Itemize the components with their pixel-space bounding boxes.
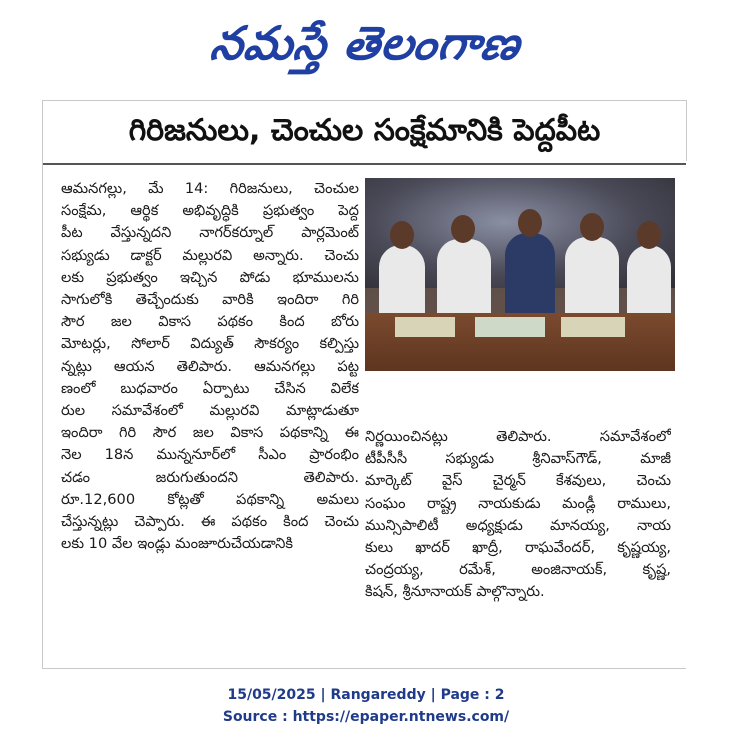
article-text-line: సంఘం రాష్ట్ర నాయకుడు మండ్లీ రాములు, bbox=[365, 494, 671, 512]
article-text-line: సౌర జల వికాస పథకం కింద బోరు bbox=[61, 313, 359, 331]
headline-divider bbox=[43, 163, 686, 165]
article-text-line: కులు ఖాదర్ ఖాద్రీ, రాఘవేందర్, కృష్ణయ్య, bbox=[365, 539, 671, 557]
article-text-line: చడం జరుగుతుందని తెలిపారు. bbox=[61, 468, 359, 486]
article-text-line: న్నట్లు ఆయన తెలిపారు. ఆమనగల్లు పట్ట bbox=[61, 357, 359, 375]
article-text-line: మోటర్లు, సోలార్ విద్యుత్ సౌకర్యం కల్పిస్తు bbox=[61, 335, 359, 353]
photo-person bbox=[379, 245, 425, 319]
footer-meta-line: 15/05/2025 | Rangareddy | Page : 2 bbox=[227, 687, 505, 703]
article-text-line: ణంలో బుధవారం ఏర్పాటు చేసిన విలేక bbox=[61, 379, 359, 397]
page-footer bbox=[0, 684, 732, 728]
photo-poster bbox=[475, 317, 545, 337]
photo-person-head bbox=[518, 209, 542, 237]
masthead-title: నమస్తే తెలంగాణ bbox=[207, 16, 525, 70]
photo-person bbox=[437, 239, 491, 319]
article-text-line: మున్సిపాలిటీ అధ్యక్షుడు మానయ్య, నాయ bbox=[365, 516, 671, 534]
article-text-line: సభ్యుడు డాక్టర్ మల్లురవి అన్నారు. చెంచు bbox=[61, 246, 359, 264]
article-text-line: పీట వేస్తున్నదని నాగర్‌కర్నూల్ పార్లమెంట్ bbox=[61, 224, 359, 242]
article-text-line: మార్కెట్ వైస్ చైర్మన్ కేశవులు, చెంచు bbox=[365, 472, 671, 490]
photo-person bbox=[505, 233, 555, 319]
newspaper-masthead bbox=[0, 4, 732, 82]
photo-poster bbox=[561, 317, 625, 337]
article-photo bbox=[365, 178, 675, 371]
photo-person-head bbox=[637, 221, 661, 249]
article-text-line: లకు ప్రభుత్వం ఇచ్చిన పోడు భూములను bbox=[61, 268, 359, 286]
article-text-line: ఇందిరా గిరి సౌర జల వికాస పథకాన్ని ఈ bbox=[61, 424, 359, 442]
article-text-line: నెల 18న మున్ననూర్‌లో సీఎం ప్రారంభిం bbox=[61, 446, 359, 464]
article-text-line: చంద్రయ్య, రమేశ్, అంజినాయక్, కృష్ణ, bbox=[365, 561, 671, 579]
article-text-line: కిషన్, శ్రీనూనాయక్ పాల్గొన్నారు. bbox=[365, 583, 545, 601]
article-text-line: టీపీసీసీ సభ్యుడు శ్రీనివాస్‌గౌడ్, మాజీ bbox=[365, 450, 671, 468]
article-text-line: సంక్షేమ, ఆర్థిక అభివృద్ధికి ప్రభుత్వం పెద్ద bbox=[61, 202, 359, 220]
article-headline: గిరిజనులు, చెంచుల సంక్షేమానికి పెద్దపీట bbox=[43, 100, 687, 161]
article-text-line: చేస్తున్నట్లు చెప్పారు. ఈ పథకం కింద చెంచు bbox=[61, 513, 359, 531]
photo-person-head bbox=[390, 221, 414, 249]
photo-person bbox=[565, 237, 619, 319]
article-text-line: లకు 10 వేల ఇండ్లు మంజూరుచేయడానికి bbox=[61, 535, 294, 553]
article-text-line: సాగులోకి తెచ్చేందుకు వారికి ఇందిరా గిరి bbox=[61, 291, 359, 309]
photo-person-head bbox=[580, 213, 604, 241]
photo-person bbox=[627, 245, 671, 319]
article-right-column bbox=[365, 426, 671, 604]
article-text-line: ఆమనగల్లు, మే 14: గిరిజనులు, చెంచుల bbox=[61, 180, 359, 197]
article-text-line: రుల సమావేశంలో మల్లురవి మాట్లాడుతూ bbox=[61, 402, 359, 420]
photo-poster bbox=[395, 317, 455, 337]
article-left-column bbox=[61, 178, 359, 555]
photo-person-head bbox=[451, 215, 475, 243]
article-clipping bbox=[42, 100, 686, 669]
article-text-line: రూ.12,600 కోట్లతో పథకాన్ని అమలు bbox=[61, 490, 359, 508]
article-text-line: నిర్ణయించినట్లు తెలిపారు. సమావేశంలో bbox=[365, 428, 671, 445]
footer-source-line: Source : https://epaper.ntnews.com/ bbox=[222, 709, 510, 725]
